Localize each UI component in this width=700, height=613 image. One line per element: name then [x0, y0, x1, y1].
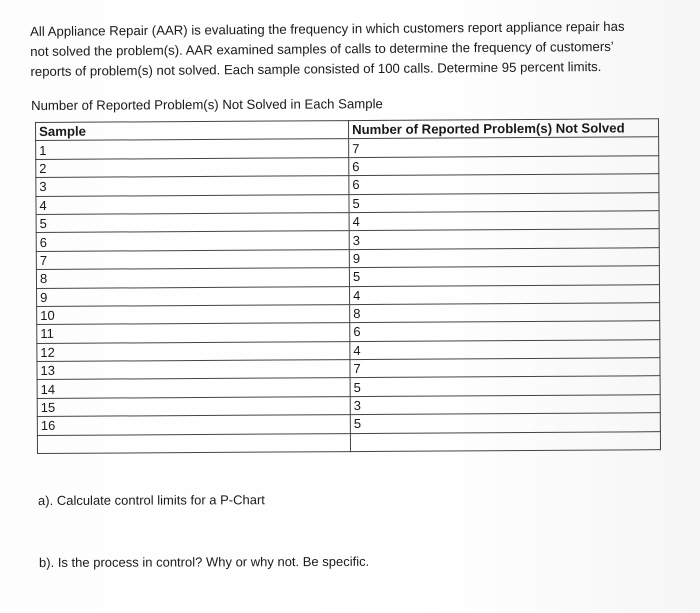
sample-cell: 7 [36, 249, 349, 269]
count-cell: 5 [350, 376, 660, 396]
problem-statement [30, 16, 670, 82]
sample-cell: 14 [37, 378, 350, 398]
table-row [37, 431, 660, 453]
sample-cell [37, 433, 350, 453]
count-cell: 6 [349, 174, 659, 194]
sample-cell: 12 [37, 341, 350, 361]
sample-cell: 2 [36, 157, 349, 177]
count-cell [350, 431, 660, 451]
count-cell: 3 [349, 229, 659, 249]
column-header-sample: Sample [36, 121, 349, 141]
count-cell: 7 [349, 137, 659, 157]
count-cell: 5 [350, 413, 660, 433]
intro-line: reports of problem(s) not solved. Each sample consisted of 100 calls. Determine 95 percent limits. [30, 59, 602, 79]
sample-cell: 6 [36, 231, 349, 251]
sample-cell: 10 [37, 304, 350, 324]
table-body [36, 137, 661, 453]
count-cell: 9 [349, 247, 659, 267]
data-table-container [35, 118, 660, 453]
count-cell: 4 [350, 339, 660, 359]
count-cell: 4 [350, 284, 660, 304]
sample-cell: 11 [37, 323, 350, 343]
question-b: b). Is the process in control? Why or why not. Be specific. [39, 553, 370, 570]
sample-cell: 3 [36, 176, 349, 196]
table-caption: Number of Reported Problem(s) Not Solved in Each Sample [31, 96, 383, 113]
sample-cell: 13 [37, 360, 350, 380]
count-cell: 6 [350, 321, 660, 341]
sample-cell: 8 [36, 268, 349, 288]
count-cell: 8 [350, 303, 660, 323]
sample-cell: 9 [37, 286, 350, 306]
intro-line: All Appliance Repair (AAR) is evaluating the frequency in which customers report appliance repair has [30, 18, 625, 39]
sample-cell: 4 [36, 194, 349, 214]
sample-cell: 16 [37, 415, 350, 435]
count-cell: 5 [349, 192, 659, 212]
column-header-count: Number of Reported Problem(s) Not Solved [348, 119, 658, 139]
count-cell: 7 [350, 358, 660, 378]
count-cell: 6 [349, 155, 659, 175]
sample-cell: 1 [36, 139, 349, 159]
count-cell: 3 [350, 395, 660, 415]
question-a: a). Calculate control limits for a P-Chart [38, 492, 265, 508]
data-table [35, 118, 661, 453]
sample-cell: 5 [36, 213, 349, 233]
intro-line: not solved the problem(s). AAR examined samples of calls to determine the frequency of customers’ [30, 38, 614, 59]
sample-cell: 15 [37, 396, 350, 416]
count-cell: 4 [349, 211, 659, 231]
count-cell: 5 [349, 266, 659, 286]
